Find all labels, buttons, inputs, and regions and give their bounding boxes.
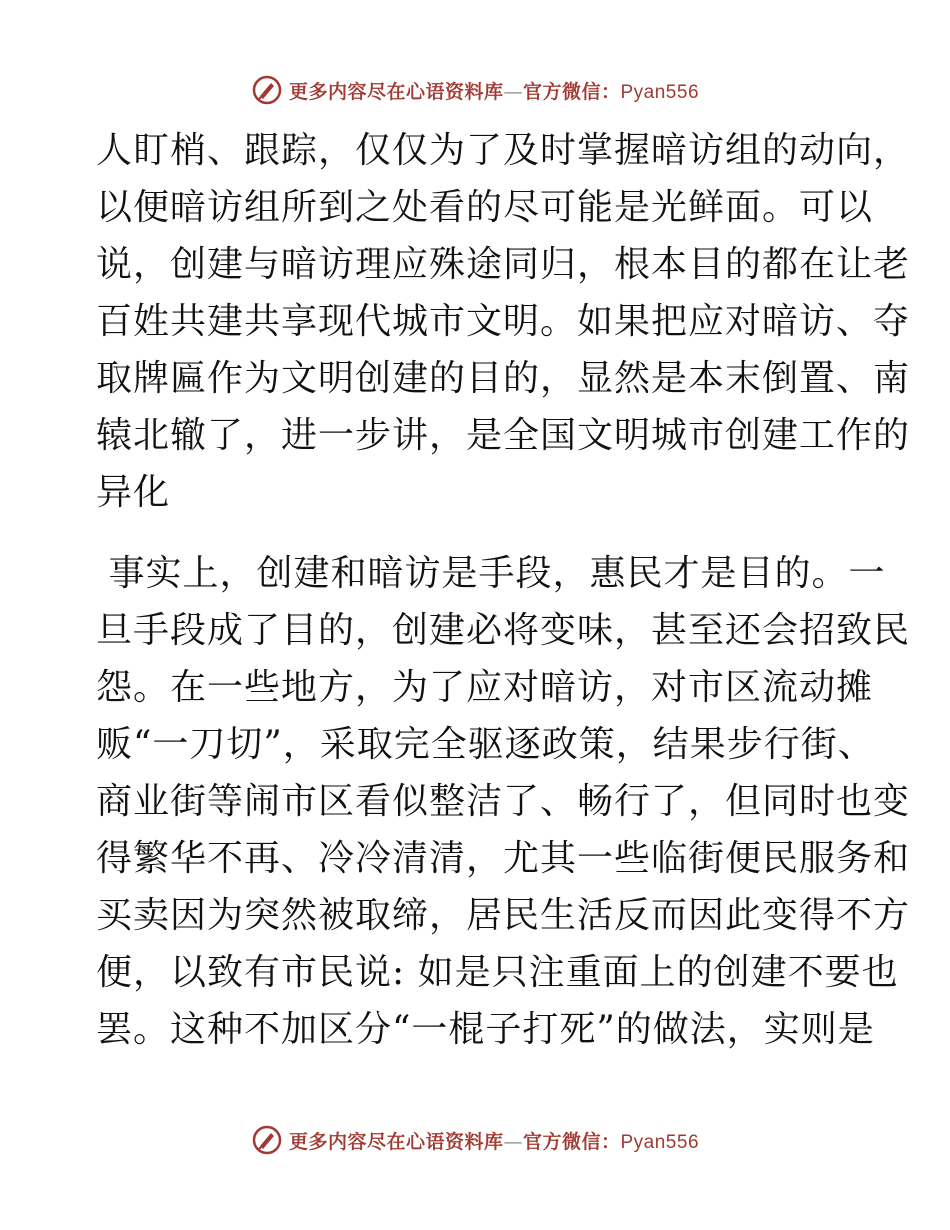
text-line: 百姓共建共享现代城市文明。如果把应对暗访、夺 [96, 301, 911, 342]
banner-handle: Pyan556 [620, 81, 700, 103]
banner-inner [251, 1124, 699, 1156]
banner-brand: 更多内容尽在心语资料库 [288, 80, 504, 103]
paragraph-gap [96, 521, 856, 545]
text-line: 异化 [96, 472, 171, 513]
paragraph-2 [96, 545, 911, 1058]
banner-official: 官方微信： [522, 1130, 621, 1153]
banner-dash: — [503, 1130, 523, 1153]
text-line: 买卖因为突然被取缔，居民生活反而因此变得不方 [96, 895, 911, 936]
text-line: 罢。这种不加区分“一棍子打死”的做法，实则是 [96, 1009, 875, 1050]
text-line: 说，创建与暗访理应殊途同归，根本目的都在让老 [96, 244, 911, 285]
banner-handle: Pyan556 [620, 1131, 700, 1153]
banner-official: 官方微信： [522, 80, 621, 103]
paragraph-1 [96, 122, 911, 521]
banner-inner [251, 74, 699, 106]
banner-brand: 更多内容尽在心语资料库 [288, 1130, 504, 1153]
text-line: 事实上，创建和暗访是手段，惠民才是目的。一 [96, 553, 886, 594]
footer-banner [0, 1120, 950, 1160]
text-line: 人盯梢、跟踪，仅仅为了及时掌握暗访组的动向， [96, 130, 911, 171]
header-banner [0, 70, 950, 110]
brand-logo-icon [251, 1124, 283, 1156]
banner-text [289, 77, 699, 104]
text-line: 得繁华不再、冷冷清清，尤其一些临街便民服务和 [96, 838, 911, 879]
text-line: 贩“一刀切”，采取完全驱逐政策，结果步行街、 [96, 724, 875, 765]
document-body [96, 122, 911, 1058]
text-line: 取牌匾作为文明创建的目的，显然是本末倒置、南 [96, 358, 911, 399]
text-line: 商业街等闹市区看似整洁了、畅行了，但同时也变 [96, 781, 911, 822]
banner-text [289, 1127, 699, 1154]
text-line: 怨。在一些地方，为了应对暗访，对市区流动摊 [96, 667, 874, 708]
banner-dash: — [503, 80, 523, 103]
text-line: 辕北辙了，进一步讲，是全国文明城市创建工作的 [96, 415, 911, 456]
text-line: 以便暗访组所到之处看的尽可能是光鲜面。可以 [96, 187, 874, 228]
brand-logo-icon [251, 74, 283, 106]
text-line: 便，以致有市民说: 如是只注重面上的创建不要也 [96, 952, 899, 993]
text-line: 旦手段成了目的，创建必将变味，甚至还会招致民 [96, 610, 911, 651]
